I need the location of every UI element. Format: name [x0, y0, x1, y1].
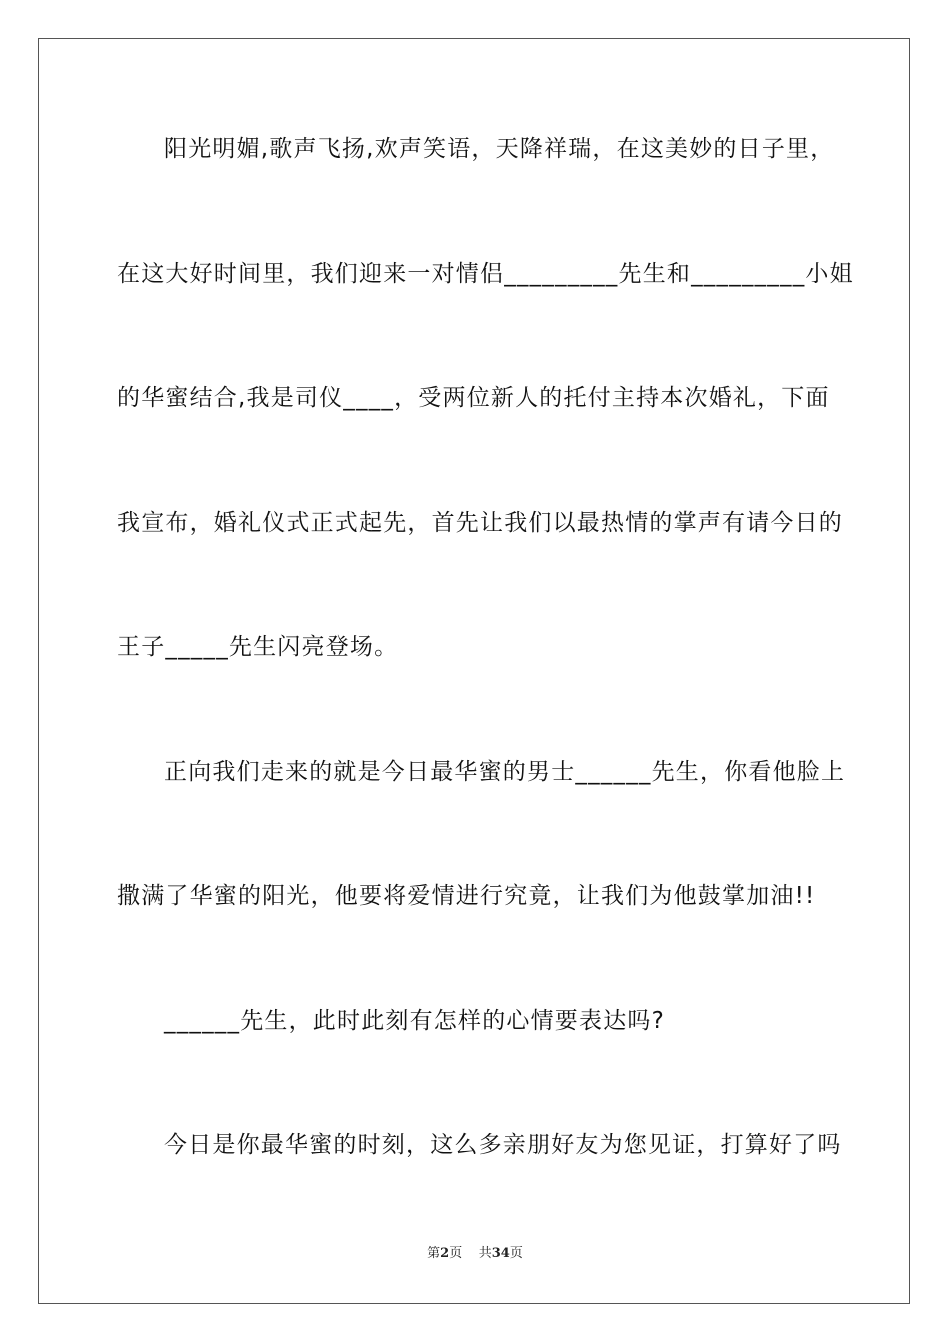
paragraph-line-2: 在这大好时间里，我们迎来一对情侣_________先生和_________小姐 [117, 261, 854, 287]
paragraph-line-8: ______先生，此时此刻有怎样的心情要表达吗? [164, 1008, 666, 1034]
footer-total-prefix: 共 [478, 1246, 492, 1261]
paragraph-line-9: 今日是你最华蜜的时刻，这么多亲朋好友为您见证，打算好了吗 [164, 1132, 842, 1158]
footer-page-prefix: 第 [427, 1246, 441, 1261]
footer-total-suffix: 页 [509, 1246, 523, 1261]
paragraph-line-3: 的华蜜结合,我是司仪____，受两位新人的托付主持本次婚礼，下面 [117, 385, 830, 411]
paragraph-line-4: 我宣布，婚礼仪式正式起先，首先让我们以最热情的掌声有请今日的 [117, 510, 843, 536]
footer-page-suffix: 页 [449, 1246, 463, 1261]
paragraph-line-6: 正向我们走来的就是今日最华蜜的男士______先生，你看他脸上 [164, 759, 846, 785]
footer-total-pages: 34 [491, 1246, 510, 1261]
paragraph-line-1: 阳光明媚,歌声飞扬,欢声笑语，天降祥瑞，在这美妙的日子里， [164, 136, 835, 162]
paragraph-line-5: 王子_____先生闪亮登场。 [117, 634, 399, 660]
footer-page-number: 2 [440, 1246, 450, 1261]
page-footer [0, 1245, 950, 1263]
paragraph-line-7: 撒满了华蜜的阳光，他要将爱情进行究竟，让我们为他鼓掌加油!! [117, 883, 816, 909]
page-border [38, 38, 910, 1304]
